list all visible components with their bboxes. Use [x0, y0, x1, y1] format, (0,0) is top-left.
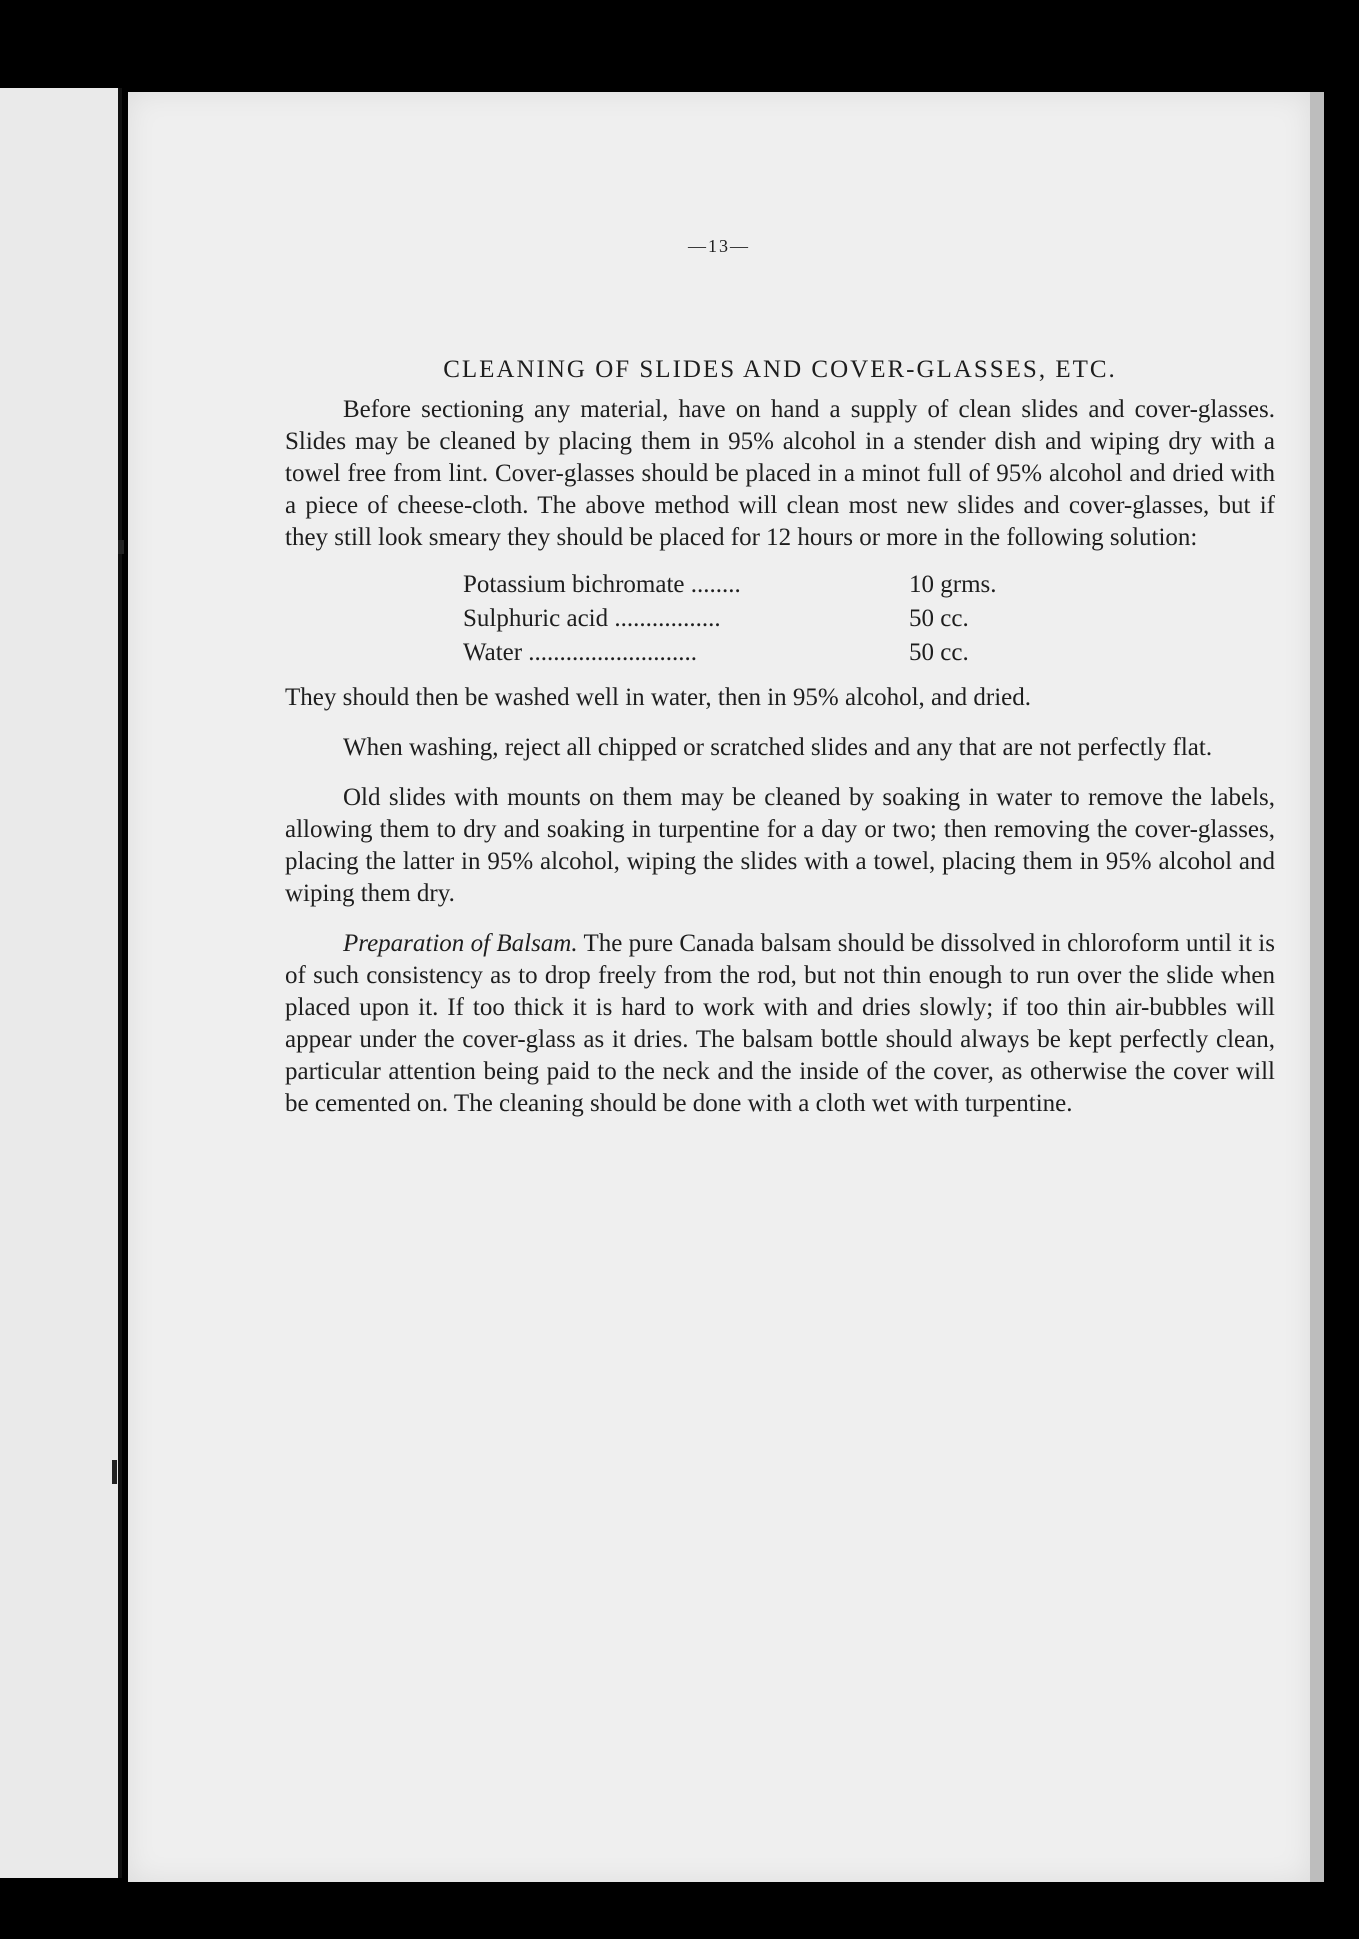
- ingredient-amount: 50 cc.: [909, 639, 969, 666]
- recipe-row: [463, 636, 997, 670]
- balsam-subheading: Preparation of Balsam.: [343, 930, 578, 957]
- recipe-row: [463, 602, 997, 636]
- ingredient-name: Potassium bichromate ........: [463, 571, 741, 598]
- document-page: [128, 92, 1310, 1882]
- previous-page-edge: [0, 88, 122, 1878]
- ingredient-name: Water ...........................: [463, 639, 698, 666]
- page-content: [285, 356, 1275, 1120]
- paragraph-old-slides: Old slides with mounts on them may be cleaned by soaking in water to remove the labels, allowing them to dry and soaking in turpentine for a day or two; then removing the cover-glasses, placing the latter in 95% alcohol, wiping the slides with a towel, placing them in 95% alcohol and wiping them dry.: [285, 784, 1275, 907]
- page-right-edge: [1310, 92, 1324, 1882]
- paragraph-balsam: [285, 928, 1275, 1120]
- solution-recipe: [463, 568, 997, 670]
- paragraph-reject: When washing, reject all chipped or scratched slides and any that are not perfectly flat.: [343, 734, 1213, 761]
- paragraph-cleaning-intro: Before sectioning any material, have on hand a supply of clean slides and cover-glasses. Slides may be cleaned by placing them in 95% alcohol in a stender dish and wiping dry with a towel free from lint. Cover-glasses should be placed in a minot full of 95% alcohol and dried with a piece of cheese-cloth. The above method will clean most new slides and cover-glasses, but if they still look smeary they should be placed for 12 hours or more in the following solution:: [285, 396, 1275, 551]
- binding-mark: [112, 1460, 117, 1484]
- section-heading: CLEANING OF SLIDES AND COVER-GLASSES, ETC.: [443, 356, 1117, 383]
- recipe-row: [463, 568, 997, 602]
- paragraph-washing: They should then be washed well in water, then in 95% alcohol, and dried.: [285, 684, 1032, 711]
- ingredient-amount: 10 grms.: [909, 571, 997, 598]
- binding-mark: [118, 540, 124, 554]
- ingredient-amount: 50 cc.: [909, 605, 969, 632]
- balsam-text: The pure Canada balsam should be dissolved in chloroform until it is of such consistency as to drop freely from the rod, but not thin enough to run over the slide when placed upon it. If too thick it is hard to work with and dries slowly; if too thin air-bubbles will appear under the cover-glass as it dries. The balsam bottle should always be kept perfectly clean, particular attention being paid to the neck and the inside of the cover, as otherwise the cover will be cemented on. The cleaning should be done with a cloth wet with turpentine.: [285, 930, 1275, 1117]
- page-number: —13—: [688, 236, 750, 256]
- ingredient-name: Sulphuric acid .................: [463, 605, 721, 632]
